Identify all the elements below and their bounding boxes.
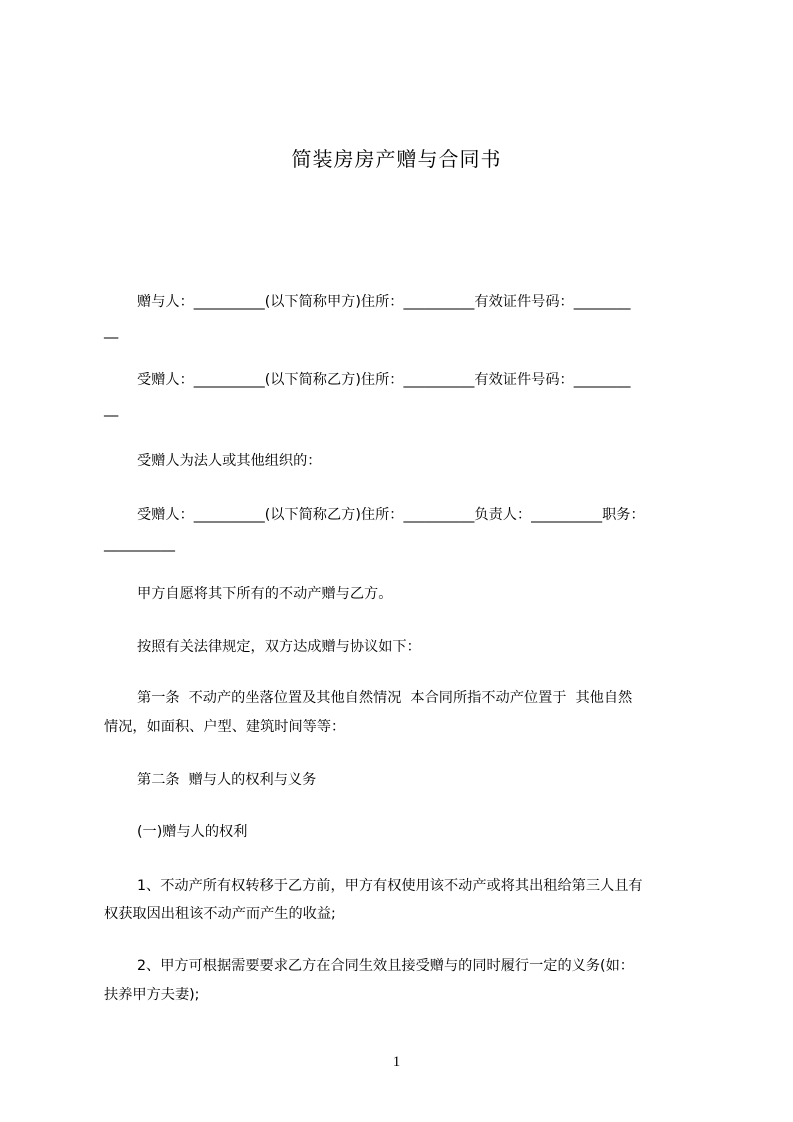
donor-info-line-cont: __ bbox=[104, 323, 119, 339]
clause-1-line-cont: 权获取因出租该不动产而产生的收益; bbox=[104, 906, 336, 922]
article-1-line-cont: 情况，如面积、户型、建筑时间等等： bbox=[104, 719, 346, 735]
agreement-intro: 按照有关法律规定，双方达成赠与协议如下： bbox=[137, 639, 421, 655]
donor-rights-heading: (一)赠与人的权利 bbox=[137, 824, 248, 840]
donee-info-line: 受赠人：__________(以下简称乙方)住所：__________有效证件号码：________ bbox=[137, 372, 631, 388]
document-title: 简装房房产赠与合同书 bbox=[291, 147, 502, 171]
clause-1-line: 1、不动产所有权转移于乙方前，甲方有权使用该不动产或将其出租给第三人且有 bbox=[137, 878, 643, 894]
legal-entity-donee-line: 受赠人：__________(以下简称乙方)住所：__________负责人：__________职务： bbox=[137, 507, 645, 523]
clause-2-line-cont: 扶养甲方夫妻); bbox=[104, 987, 200, 1003]
article-1-line: 第一条 不动产的坐落位置及其他自然情况 本合同所指不动产位置于 其他自然 bbox=[137, 690, 633, 706]
clause-2-line: 2、甲方可根据需要要求乙方在合同生效且接受赠与的同时履行一定的义务(如： bbox=[137, 958, 634, 974]
legal-entity-heading: 受赠人为法人或其他组织的： bbox=[137, 453, 322, 469]
legal-entity-donee-line-cont: __________ bbox=[104, 536, 175, 552]
gift-statement: 甲方自愿将其下所有的不动产赠与乙方。 bbox=[137, 586, 393, 602]
page-number: 1 bbox=[392, 1054, 401, 1070]
donor-info-line: 赠与人：__________(以下简称甲方)住所：__________有效证件号码：________ bbox=[137, 294, 631, 310]
donee-info-line-cont: __ bbox=[104, 401, 119, 417]
article-2-heading: 第二条 赠与人的权利与义务 bbox=[137, 772, 317, 788]
